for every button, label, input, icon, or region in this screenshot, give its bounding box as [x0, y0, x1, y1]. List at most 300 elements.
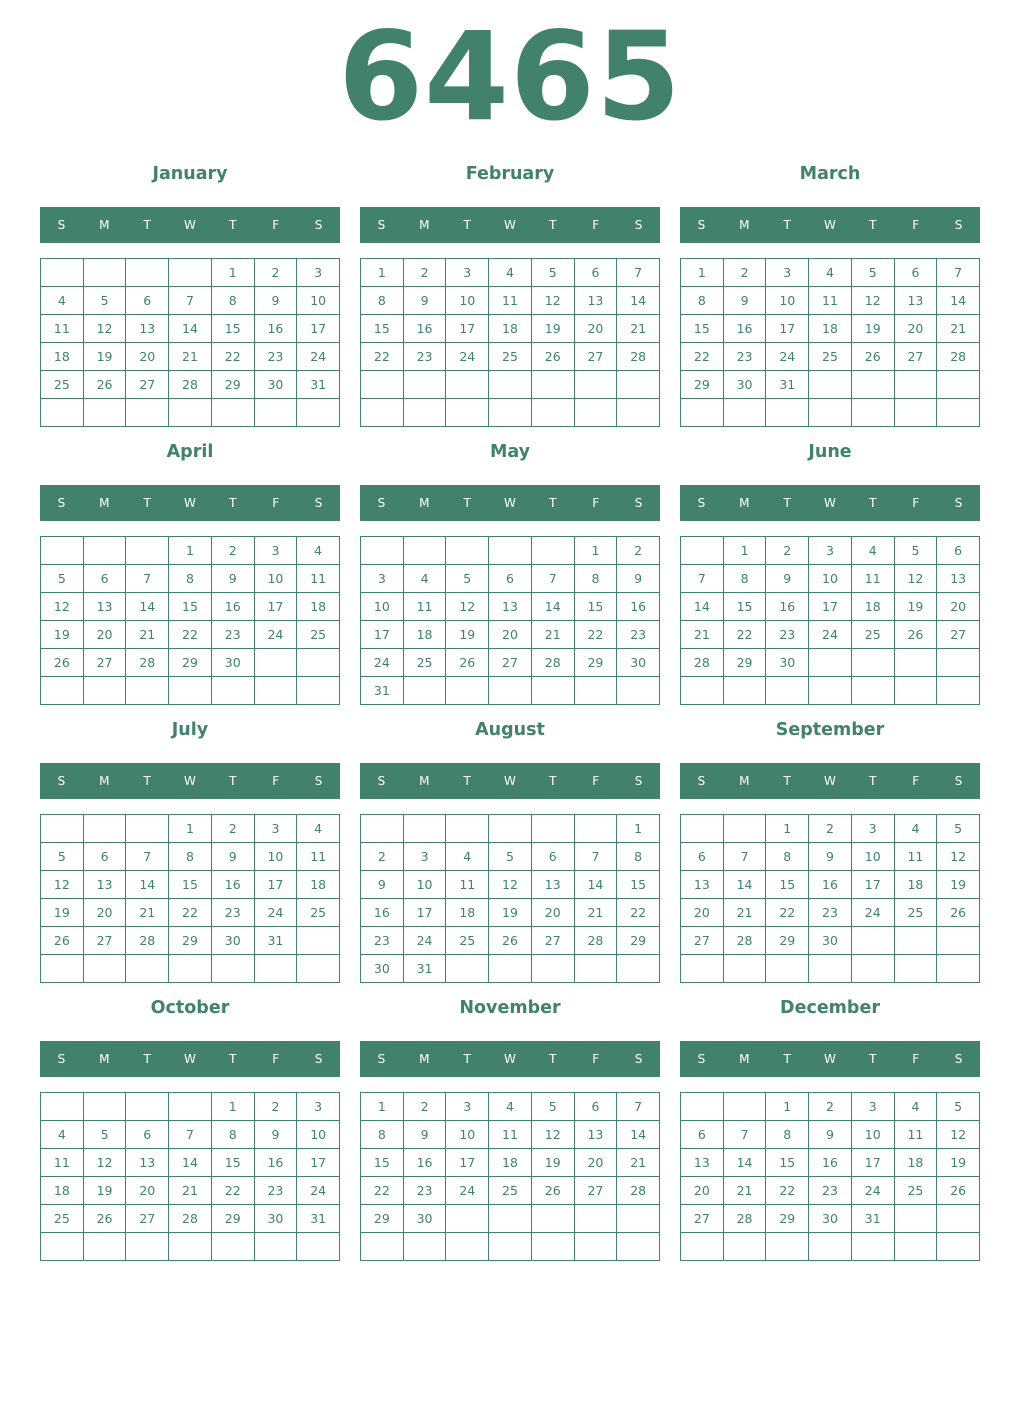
- day-cell: 28: [937, 343, 980, 371]
- empty-day-cell: [41, 815, 84, 843]
- day-cell: 9: [766, 565, 809, 593]
- weekday-label: M: [99, 496, 110, 510]
- weekday-header: [680, 763, 980, 799]
- day-cell: 28: [532, 649, 575, 677]
- empty-day-cell: [895, 677, 938, 705]
- day-cell: 4: [895, 815, 938, 843]
- weekday-header: [680, 207, 980, 243]
- day-cell: 13: [681, 871, 724, 899]
- month-name: January: [152, 164, 228, 184]
- day-cell: 6: [681, 843, 724, 871]
- day-cell: 2: [724, 259, 767, 287]
- day-cell: 15: [766, 1149, 809, 1177]
- day-cell: 16: [255, 1149, 298, 1177]
- weekday-label: W: [184, 1052, 196, 1066]
- day-cell: 15: [575, 593, 618, 621]
- empty-day-cell: [809, 677, 852, 705]
- weekday-label: S: [697, 1052, 706, 1066]
- day-cell: 26: [41, 927, 84, 955]
- empty-day-cell: [724, 955, 767, 983]
- weekday-label: F: [272, 218, 280, 232]
- weekday-label: S: [954, 774, 963, 788]
- day-cell: 14: [617, 1121, 660, 1149]
- empty-day-cell: [446, 371, 489, 399]
- day-cell: 4: [41, 287, 84, 315]
- empty-day-cell: [446, 537, 489, 565]
- month-name: March: [799, 164, 861, 184]
- day-cell: 20: [575, 315, 618, 343]
- day-cell: 20: [575, 1149, 618, 1177]
- day-cell: 31: [766, 371, 809, 399]
- day-cell: 11: [895, 843, 938, 871]
- day-cell: 26: [937, 1177, 980, 1205]
- day-cell: 18: [809, 315, 852, 343]
- empty-day-cell: [84, 815, 127, 843]
- day-cell: 11: [41, 1149, 84, 1177]
- day-cell: 17: [297, 315, 340, 343]
- weekday-label: M: [739, 774, 750, 788]
- empty-day-cell: [361, 399, 404, 427]
- day-cell: 7: [126, 843, 169, 871]
- month-name: April: [166, 442, 214, 462]
- weekday-label: F: [912, 218, 920, 232]
- day-cell: 7: [126, 565, 169, 593]
- weekday-label: T: [869, 218, 877, 232]
- day-cell: 4: [446, 843, 489, 871]
- empty-day-cell: [41, 537, 84, 565]
- day-cell: 16: [212, 871, 255, 899]
- empty-day-cell: [212, 955, 255, 983]
- empty-day-cell: [809, 649, 852, 677]
- day-cell: 30: [255, 1205, 298, 1233]
- day-cell: 22: [361, 1177, 404, 1205]
- month-august: [360, 706, 660, 974]
- empty-day-cell: [169, 259, 212, 287]
- day-cell: 11: [489, 1121, 532, 1149]
- day-cell: 12: [895, 565, 938, 593]
- day-cell: 12: [446, 593, 489, 621]
- day-cell: 8: [617, 843, 660, 871]
- day-grid: [680, 258, 980, 427]
- day-cell: 5: [937, 815, 980, 843]
- day-cell: 29: [766, 927, 809, 955]
- day-cell: 30: [617, 649, 660, 677]
- empty-day-cell: [126, 1233, 169, 1261]
- weekday-label: F: [592, 496, 600, 510]
- day-cell: 17: [852, 1149, 895, 1177]
- weekday-label: F: [272, 774, 280, 788]
- weekday-label: T: [549, 774, 557, 788]
- empty-day-cell: [852, 371, 895, 399]
- weekday-label: S: [697, 496, 706, 510]
- empty-day-cell: [766, 399, 809, 427]
- empty-day-cell: [617, 1205, 660, 1233]
- month-name: August: [475, 720, 545, 740]
- day-cell: 4: [809, 259, 852, 287]
- day-cell: 12: [937, 843, 980, 871]
- day-cell: 31: [852, 1205, 895, 1233]
- weekday-label: T: [783, 774, 791, 788]
- empty-day-cell: [212, 399, 255, 427]
- day-cell: 31: [297, 371, 340, 399]
- day-cell: 20: [532, 899, 575, 927]
- day-cell: 11: [297, 565, 340, 593]
- weekday-header: [680, 485, 980, 521]
- empty-day-cell: [937, 371, 980, 399]
- empty-day-cell: [84, 259, 127, 287]
- weekday-label: W: [504, 496, 516, 510]
- day-cell: 26: [895, 621, 938, 649]
- day-cell: 25: [41, 1205, 84, 1233]
- day-cell: 1: [617, 815, 660, 843]
- day-cell: 30: [212, 649, 255, 677]
- month-march: [680, 150, 980, 418]
- day-cell: 3: [404, 843, 447, 871]
- day-cell: 21: [617, 1149, 660, 1177]
- day-cell: 6: [681, 1121, 724, 1149]
- day-cell: 26: [84, 1205, 127, 1233]
- day-cell: 17: [446, 1149, 489, 1177]
- day-cell: 10: [766, 287, 809, 315]
- day-cell: 31: [255, 927, 298, 955]
- day-cell: 9: [404, 1121, 447, 1149]
- day-cell: 6: [489, 565, 532, 593]
- day-cell: 14: [724, 871, 767, 899]
- day-cell: 16: [404, 315, 447, 343]
- empty-day-cell: [617, 677, 660, 705]
- day-cell: 25: [895, 1177, 938, 1205]
- day-cell: 13: [895, 287, 938, 315]
- day-cell: 23: [361, 927, 404, 955]
- day-cell: 15: [617, 871, 660, 899]
- day-cell: 14: [681, 593, 724, 621]
- day-cell: 25: [446, 927, 489, 955]
- day-cell: 7: [937, 259, 980, 287]
- weekday-label: F: [592, 218, 600, 232]
- day-cell: 28: [617, 343, 660, 371]
- day-cell: 11: [489, 287, 532, 315]
- weekday-label: M: [739, 496, 750, 510]
- day-cell: 27: [895, 343, 938, 371]
- day-cell: 7: [724, 1121, 767, 1149]
- day-cell: 26: [489, 927, 532, 955]
- weekday-label: M: [99, 774, 110, 788]
- day-cell: 13: [937, 565, 980, 593]
- day-cell: 11: [41, 315, 84, 343]
- day-cell: 14: [169, 1149, 212, 1177]
- day-cell: 19: [489, 899, 532, 927]
- day-cell: 10: [255, 843, 298, 871]
- day-cell: 2: [404, 259, 447, 287]
- day-cell: 7: [575, 843, 618, 871]
- day-cell: 27: [681, 927, 724, 955]
- day-cell: 8: [724, 565, 767, 593]
- day-grid: [360, 536, 660, 705]
- empty-day-cell: [681, 677, 724, 705]
- day-cell: 29: [212, 1205, 255, 1233]
- day-cell: 24: [404, 927, 447, 955]
- weekday-label: M: [739, 218, 750, 232]
- empty-day-cell: [361, 537, 404, 565]
- day-cell: 29: [724, 649, 767, 677]
- month-july: [40, 706, 340, 974]
- day-cell: 18: [895, 871, 938, 899]
- day-cell: 13: [126, 315, 169, 343]
- weekday-label: F: [592, 1052, 600, 1066]
- day-cell: 23: [212, 621, 255, 649]
- day-cell: 22: [361, 343, 404, 371]
- day-cell: 8: [212, 1121, 255, 1149]
- day-cell: 26: [532, 343, 575, 371]
- empty-day-cell: [297, 399, 340, 427]
- day-cell: 6: [84, 565, 127, 593]
- weekday-label: F: [272, 496, 280, 510]
- day-cell: 8: [575, 565, 618, 593]
- day-cell: 18: [404, 621, 447, 649]
- day-cell: 14: [575, 871, 618, 899]
- day-cell: 11: [297, 843, 340, 871]
- empty-day-cell: [489, 537, 532, 565]
- day-cell: 22: [212, 343, 255, 371]
- day-cell: 11: [404, 593, 447, 621]
- empty-day-cell: [532, 399, 575, 427]
- weekday-label: S: [697, 218, 706, 232]
- weekday-label: T: [869, 1052, 877, 1066]
- day-cell: 1: [361, 1093, 404, 1121]
- empty-day-cell: [852, 677, 895, 705]
- empty-day-cell: [126, 537, 169, 565]
- day-cell: 31: [297, 1205, 340, 1233]
- empty-day-cell: [169, 677, 212, 705]
- day-cell: 18: [489, 1149, 532, 1177]
- day-cell: 8: [766, 1121, 809, 1149]
- day-cell: 19: [532, 1149, 575, 1177]
- day-cell: 21: [937, 315, 980, 343]
- empty-day-cell: [852, 399, 895, 427]
- day-cell: 23: [255, 1177, 298, 1205]
- day-cell: 2: [809, 1093, 852, 1121]
- day-cell: 25: [852, 621, 895, 649]
- empty-day-cell: [255, 1233, 298, 1261]
- weekday-header: [360, 1041, 660, 1077]
- day-cell: 11: [895, 1121, 938, 1149]
- day-cell: 8: [361, 287, 404, 315]
- day-grid: [40, 814, 340, 983]
- day-cell: 29: [361, 1205, 404, 1233]
- empty-day-cell: [766, 955, 809, 983]
- day-cell: 21: [532, 621, 575, 649]
- day-cell: 5: [852, 259, 895, 287]
- day-cell: 5: [41, 843, 84, 871]
- weekday-label: W: [184, 496, 196, 510]
- day-cell: 12: [41, 871, 84, 899]
- day-cell: 5: [489, 843, 532, 871]
- day-cell: 3: [297, 1093, 340, 1121]
- weekday-label: T: [143, 774, 151, 788]
- day-cell: 17: [255, 593, 298, 621]
- day-cell: 17: [361, 621, 404, 649]
- day-cell: 21: [169, 343, 212, 371]
- empty-day-cell: [297, 955, 340, 983]
- day-cell: 12: [84, 315, 127, 343]
- day-cell: 10: [297, 1121, 340, 1149]
- empty-day-cell: [575, 815, 618, 843]
- weekday-label: S: [634, 774, 643, 788]
- day-cell: 27: [126, 1205, 169, 1233]
- weekday-label: T: [229, 218, 237, 232]
- empty-day-cell: [681, 815, 724, 843]
- day-cell: 15: [169, 593, 212, 621]
- day-cell: 23: [809, 1177, 852, 1205]
- empty-day-cell: [41, 1233, 84, 1261]
- weekday-label: T: [783, 1052, 791, 1066]
- empty-day-cell: [766, 1233, 809, 1261]
- day-cell: 4: [404, 565, 447, 593]
- month-may: [360, 428, 660, 696]
- day-cell: 12: [937, 1121, 980, 1149]
- day-cell: 12: [532, 1121, 575, 1149]
- day-cell: 6: [126, 287, 169, 315]
- empty-day-cell: [446, 677, 489, 705]
- day-cell: 23: [255, 343, 298, 371]
- weekday-label: S: [57, 218, 66, 232]
- day-cell: 4: [297, 815, 340, 843]
- weekday-header: [40, 207, 340, 243]
- day-cell: 20: [895, 315, 938, 343]
- day-cell: 24: [446, 1177, 489, 1205]
- day-cell: 20: [681, 899, 724, 927]
- empty-day-cell: [84, 955, 127, 983]
- weekday-label: S: [314, 496, 323, 510]
- weekday-label: F: [912, 774, 920, 788]
- day-grid: [680, 536, 980, 705]
- weekday-label: S: [634, 218, 643, 232]
- empty-day-cell: [532, 955, 575, 983]
- weekday-label: T: [869, 496, 877, 510]
- weekday-header: [40, 485, 340, 521]
- weekday-label: T: [549, 496, 557, 510]
- day-cell: 27: [532, 927, 575, 955]
- empty-day-cell: [41, 1093, 84, 1121]
- day-cell: 7: [681, 565, 724, 593]
- day-cell: 8: [681, 287, 724, 315]
- day-cell: 5: [937, 1093, 980, 1121]
- day-cell: 29: [617, 927, 660, 955]
- weekday-label: S: [697, 774, 706, 788]
- day-cell: 24: [766, 343, 809, 371]
- day-cell: 21: [681, 621, 724, 649]
- empty-day-cell: [937, 1205, 980, 1233]
- day-cell: 15: [212, 1149, 255, 1177]
- weekday-label: M: [419, 218, 430, 232]
- empty-day-cell: [404, 371, 447, 399]
- day-cell: 25: [895, 899, 938, 927]
- day-cell: 13: [84, 871, 127, 899]
- weekday-label: F: [272, 1052, 280, 1066]
- day-cell: 26: [532, 1177, 575, 1205]
- empty-day-cell: [895, 371, 938, 399]
- day-cell: 10: [404, 871, 447, 899]
- day-cell: 6: [84, 843, 127, 871]
- empty-day-cell: [532, 677, 575, 705]
- day-cell: 4: [489, 259, 532, 287]
- day-cell: 2: [809, 815, 852, 843]
- empty-day-cell: [404, 1233, 447, 1261]
- day-cell: 15: [766, 871, 809, 899]
- day-cell: 28: [724, 1205, 767, 1233]
- weekday-label: M: [99, 1052, 110, 1066]
- weekday-label: W: [184, 218, 196, 232]
- empty-day-cell: [169, 955, 212, 983]
- empty-day-cell: [297, 649, 340, 677]
- day-cell: 27: [575, 343, 618, 371]
- day-cell: 1: [724, 537, 767, 565]
- month-name: May: [489, 442, 531, 462]
- day-cell: 2: [255, 259, 298, 287]
- day-cell: 30: [809, 927, 852, 955]
- day-cell: 1: [212, 1093, 255, 1121]
- weekday-label: T: [463, 496, 471, 510]
- day-cell: 7: [617, 1093, 660, 1121]
- day-cell: 8: [361, 1121, 404, 1149]
- empty-day-cell: [766, 677, 809, 705]
- day-cell: 9: [809, 843, 852, 871]
- weekday-label: S: [314, 774, 323, 788]
- day-cell: 27: [84, 649, 127, 677]
- empty-day-cell: [895, 1233, 938, 1261]
- day-cell: 17: [255, 871, 298, 899]
- day-cell: 13: [532, 871, 575, 899]
- day-cell: 21: [724, 1177, 767, 1205]
- day-cell: 13: [575, 287, 618, 315]
- day-cell: 6: [532, 843, 575, 871]
- empty-day-cell: [575, 955, 618, 983]
- day-cell: 19: [532, 315, 575, 343]
- day-cell: 21: [724, 899, 767, 927]
- day-cell: 9: [212, 565, 255, 593]
- day-cell: 6: [575, 1093, 618, 1121]
- empty-day-cell: [895, 399, 938, 427]
- empty-day-cell: [617, 399, 660, 427]
- day-cell: 21: [617, 315, 660, 343]
- months-grid: [40, 150, 980, 1252]
- empty-day-cell: [724, 815, 767, 843]
- day-cell: 1: [681, 259, 724, 287]
- day-cell: 15: [361, 315, 404, 343]
- day-cell: 25: [489, 1177, 532, 1205]
- day-cell: 21: [126, 621, 169, 649]
- day-cell: 23: [724, 343, 767, 371]
- day-cell: 14: [937, 287, 980, 315]
- day-cell: 17: [446, 315, 489, 343]
- empty-day-cell: [809, 1233, 852, 1261]
- day-cell: 24: [255, 899, 298, 927]
- day-cell: 25: [297, 899, 340, 927]
- month-april: [40, 428, 340, 696]
- day-cell: 27: [575, 1177, 618, 1205]
- empty-day-cell: [297, 677, 340, 705]
- empty-day-cell: [937, 649, 980, 677]
- empty-day-cell: [297, 927, 340, 955]
- day-cell: 3: [809, 537, 852, 565]
- weekday-label: S: [377, 496, 386, 510]
- day-cell: 24: [361, 649, 404, 677]
- empty-day-cell: [41, 259, 84, 287]
- empty-day-cell: [489, 955, 532, 983]
- day-cell: 29: [169, 927, 212, 955]
- day-cell: 3: [255, 815, 298, 843]
- day-cell: 19: [937, 1149, 980, 1177]
